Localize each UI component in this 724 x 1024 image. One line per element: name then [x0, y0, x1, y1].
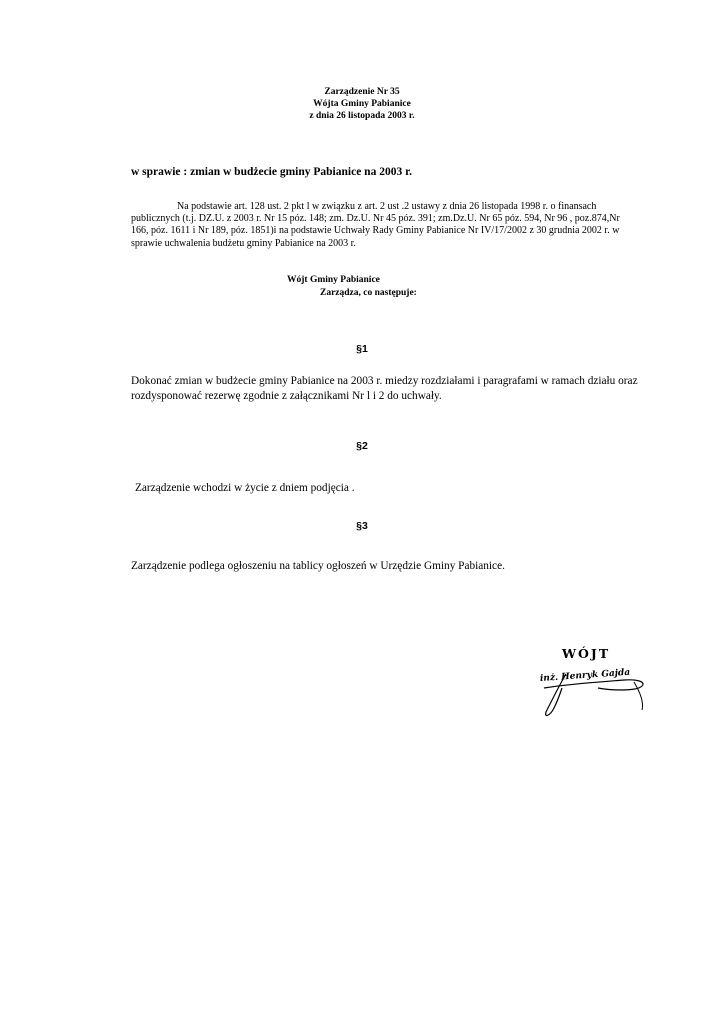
- section-3-text: Zarządzenie podlega ogłoszeniu na tablicy ogłoszeń w Urzędzie Gminy Pabianice.: [131, 560, 505, 572]
- decree-number: Zarządzenie Nr 35: [324, 87, 400, 97]
- section-2-mark: §2: [356, 440, 368, 452]
- handwritten-signature-icon: [538, 644, 650, 722]
- signature-name: inż. Henryk Gajda: [539, 667, 631, 684]
- document-header: [0, 86, 724, 122]
- section-1-text: Dokonać zmian w budżecie gminy Pabianice na 2003 r. miedzy rozdziałami i paragrafami w ramach działu oraz rozdysponować rezerwę zgodnie z załącznikami Nr l i 2 do uchwały.: [131, 375, 638, 402]
- legal-basis-paragraph: Na podstawie art. 128 ust. 2 pkt l w związku z art. 2 ust .2 ustawy z dnia 26 listopada 1998 r. o finansach publicznych (t.j. DZ.U. z 2003 r. Nr 15 póz. 148; zm. Dz.U. Nr 45 póz. 391; zm.Dz.U. Nr 65 póz. 594, Nr 96 , poz.874,Nr 166, póz. 1611 i Nr 189, póz. 1851)i na podstawie Uchwały Rady Gminy Pabianice Nr IV/17/2002 z 30 grudnia 2002 r. w sprawie uchwalenia budżetu gminy Pabianice na 2003 r.: [131, 201, 620, 249]
- section-1-mark: §1: [356, 343, 368, 355]
- section-2-text: Zarządzenie wchodzi w życie z dniem podjęcia .: [135, 482, 355, 494]
- signature-stamp: [538, 644, 650, 722]
- issuer: Wójta Gminy Pabianice: [313, 99, 411, 109]
- decree-statement: Zarządza, co następuje:: [320, 288, 417, 298]
- authority-title: Wójt Gminy Pabianice: [287, 275, 380, 285]
- section-3-mark: §3: [356, 520, 368, 532]
- signature-title: WÓJT: [562, 646, 611, 661]
- decree-date: z dnia 26 listopada 2003 r.: [309, 111, 415, 121]
- subject-line: w sprawie : zmian w budżecie gminy Pabianice na 2003 r.: [131, 166, 412, 178]
